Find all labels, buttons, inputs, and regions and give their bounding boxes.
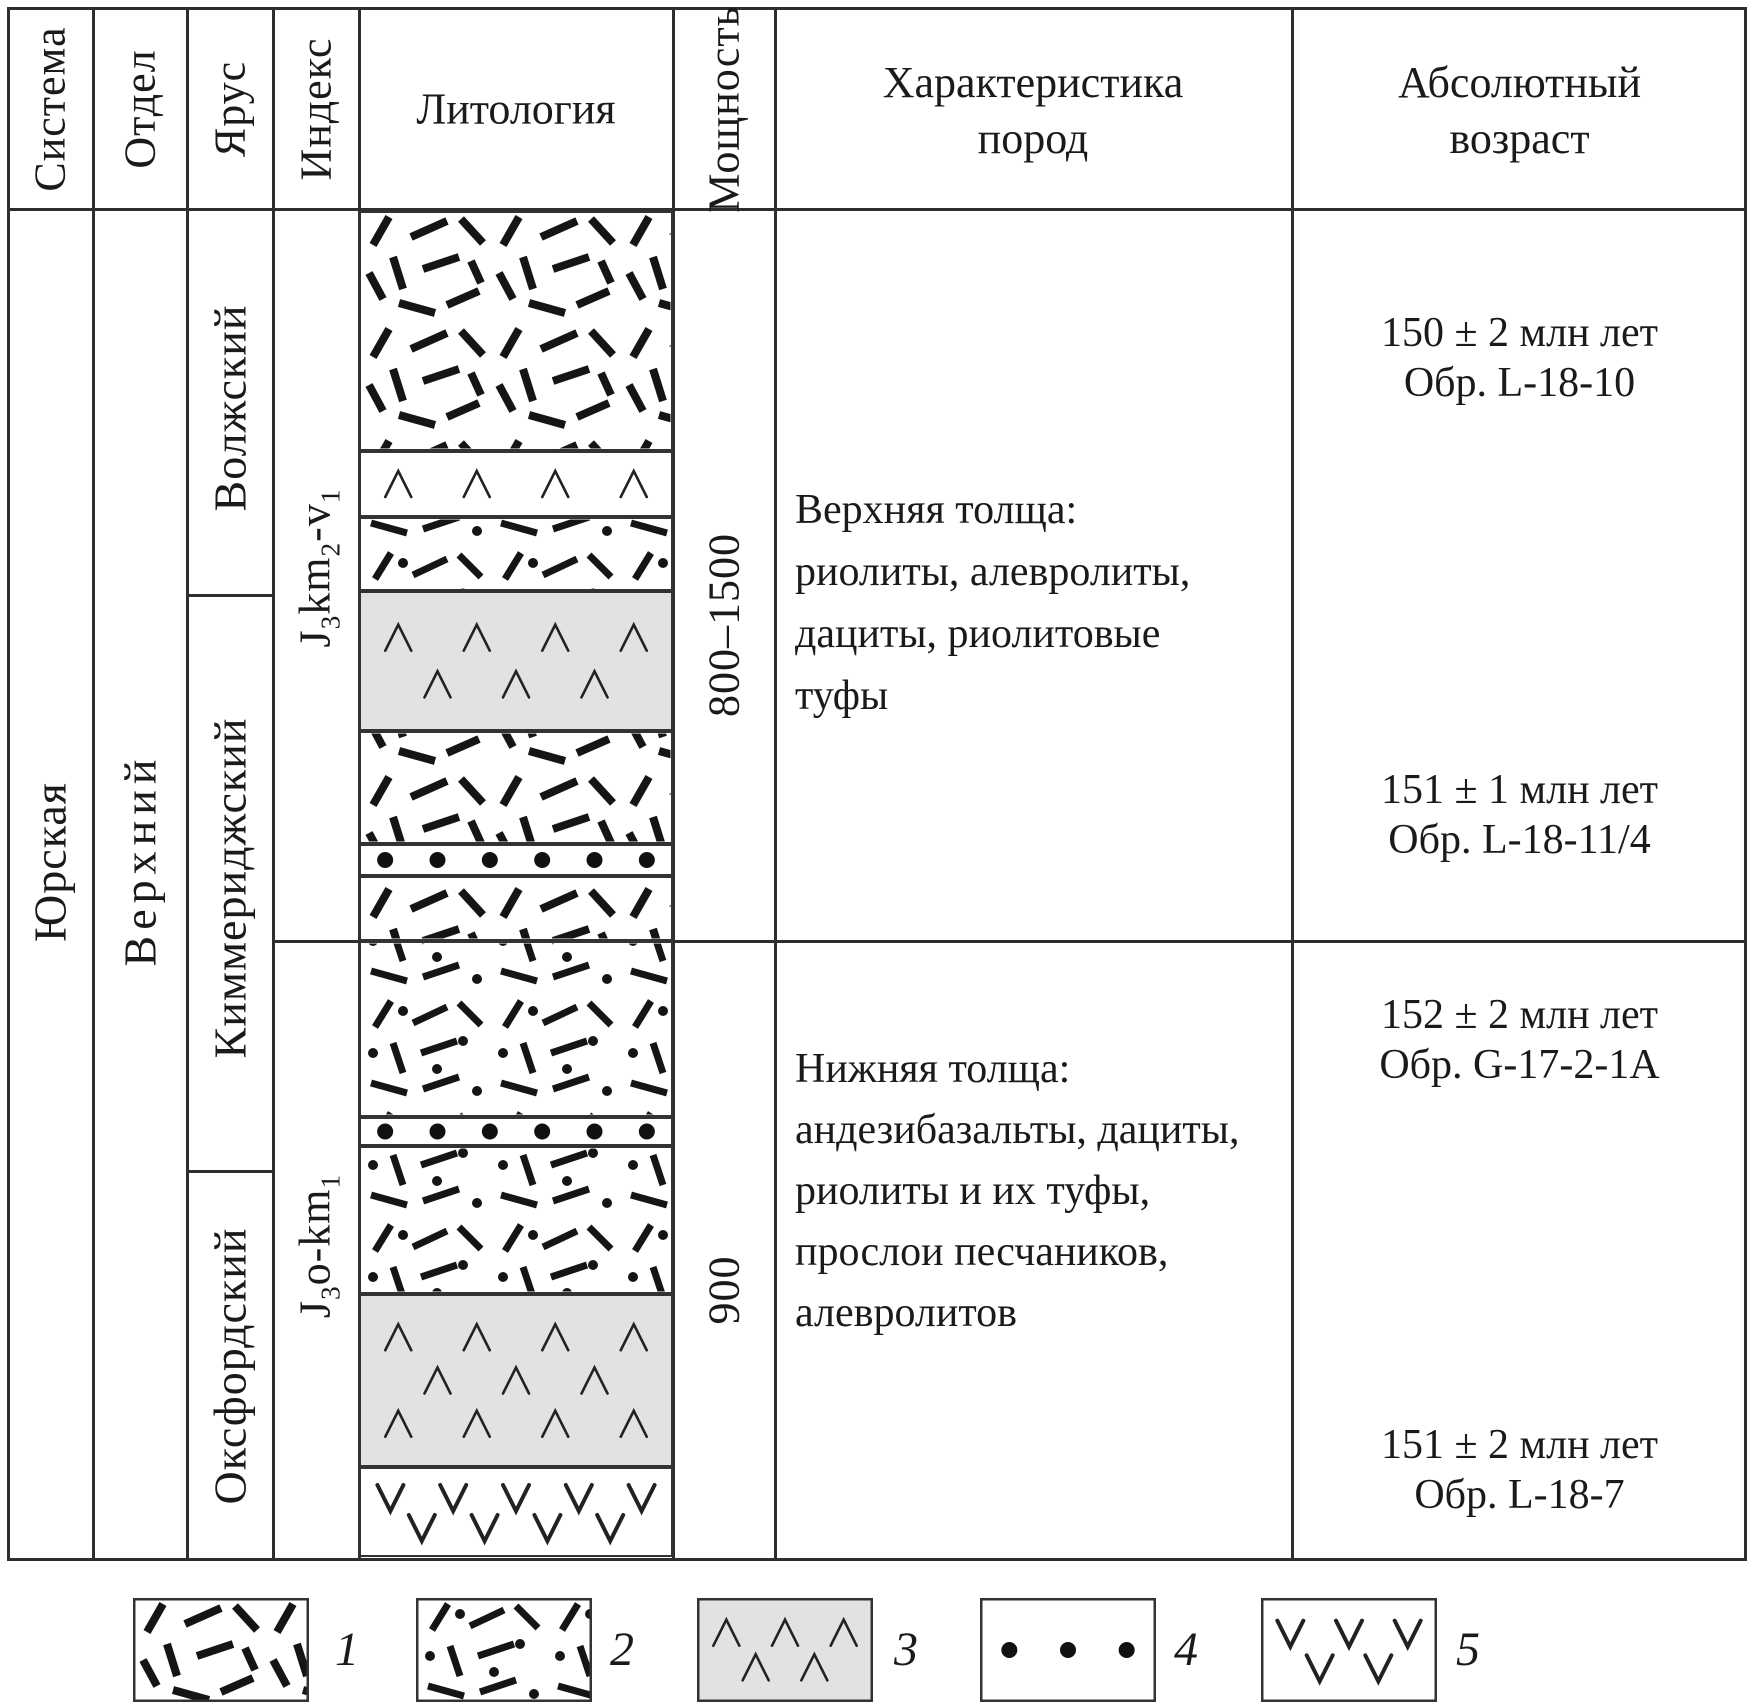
legend-swatch-1: [133, 1598, 309, 1702]
legend-swatch-4: [980, 1598, 1156, 1702]
characteristic-lower-line: прослои песчаников,: [795, 1229, 1169, 1275]
age-sample-4: [1293, 1420, 1746, 1520]
legend-swatch-2: [416, 1598, 592, 1702]
header-characteristic: [775, 55, 1291, 167]
characteristic-lower-line: андезибазальты, дациты,: [795, 1107, 1240, 1153]
characteristic-upper-line: Верхняя толща:: [795, 487, 1078, 533]
header-division: Отдел: [115, 49, 165, 169]
division-value: Верхний: [114, 753, 166, 967]
age-value: 151 ± 2 млн лет: [1380, 1422, 1659, 1468]
header-lithology: Литология: [416, 84, 616, 134]
characteristic-upper: [795, 479, 1295, 727]
characteristic-lower-line: алевролитов: [795, 1290, 1017, 1336]
age-sample-id: Обр. L-18-10: [1403, 360, 1636, 406]
grid-line-v-thickness: [774, 10, 777, 1558]
legend-label-3: 3: [894, 1623, 918, 1676]
system-value: Юрская: [24, 782, 76, 942]
header-age: [1293, 55, 1746, 167]
lithology-column: [359, 211, 673, 1558]
grid-line-h-stage1: [186, 594, 275, 597]
characteristic-upper-line: туфы: [795, 673, 889, 719]
header-age-line2: возраст: [1449, 114, 1590, 163]
thickness-upper: 800–1500: [699, 533, 749, 717]
index-upper: $J_3km_2-v_1$: [290, 488, 346, 648]
legend-swatch-5: [1261, 1598, 1437, 1702]
age-sample-2: [1293, 765, 1746, 865]
age-value: 152 ± 2 млн лет: [1380, 992, 1659, 1038]
header-characteristic-line1: Характеристика: [882, 58, 1184, 107]
header-characteristic-line2: пород: [977, 114, 1089, 163]
legend-swatch-3: [697, 1598, 873, 1702]
legend-label-5: 5: [1456, 1623, 1480, 1676]
index-lower: $J_3o-km_1$: [290, 1173, 346, 1319]
header-system: Система: [25, 26, 75, 192]
grid-line-h-header: [10, 208, 1746, 211]
characteristic-upper-line: риолиты, алевролиты,: [795, 549, 1191, 595]
grid-line-v-system: [92, 10, 95, 1558]
stage-oxfordian: Оксфордский: [204, 1227, 256, 1505]
characteristic-lower-line: Нижняя толща:: [795, 1046, 1071, 1092]
age-sample-3: [1293, 990, 1746, 1090]
header-index: Индекс: [291, 37, 341, 181]
legend-label-4: 4: [1174, 1623, 1198, 1676]
header-age-line1: Абсолютный: [1397, 58, 1641, 107]
stage-volgian: Волжский: [204, 304, 256, 512]
age-sample-id: Обр. G-17-2-1A: [1379, 1042, 1660, 1088]
thickness-lower: 900: [699, 1255, 749, 1325]
grid-line-h-stage2: [186, 1170, 275, 1173]
grid-line-v-stage: [272, 10, 275, 1558]
characteristic-lower-line: риолиты и их туфы,: [795, 1168, 1151, 1214]
age-sample-id: Обр. L-18-7: [1414, 1472, 1625, 1518]
age-value: 151 ± 1 млн лет: [1380, 767, 1659, 813]
header-stage: Ярус: [205, 60, 255, 158]
age-sample-1: [1293, 308, 1746, 408]
header-thickness: Мощность: [699, 5, 749, 213]
legend-label-1: 1: [335, 1623, 359, 1676]
characteristic-lower: [795, 1039, 1295, 1344]
stage-kimmeridgian: Киммериджский: [204, 717, 256, 1059]
legend-label-2: 2: [610, 1623, 634, 1676]
characteristic-upper-line: дациты, риолитовые: [795, 611, 1161, 657]
age-sample-id: Обр. L-18-11/4: [1388, 817, 1651, 863]
age-value: 150 ± 2 млн лет: [1380, 310, 1659, 356]
grid-line-v-division: [186, 10, 189, 1558]
